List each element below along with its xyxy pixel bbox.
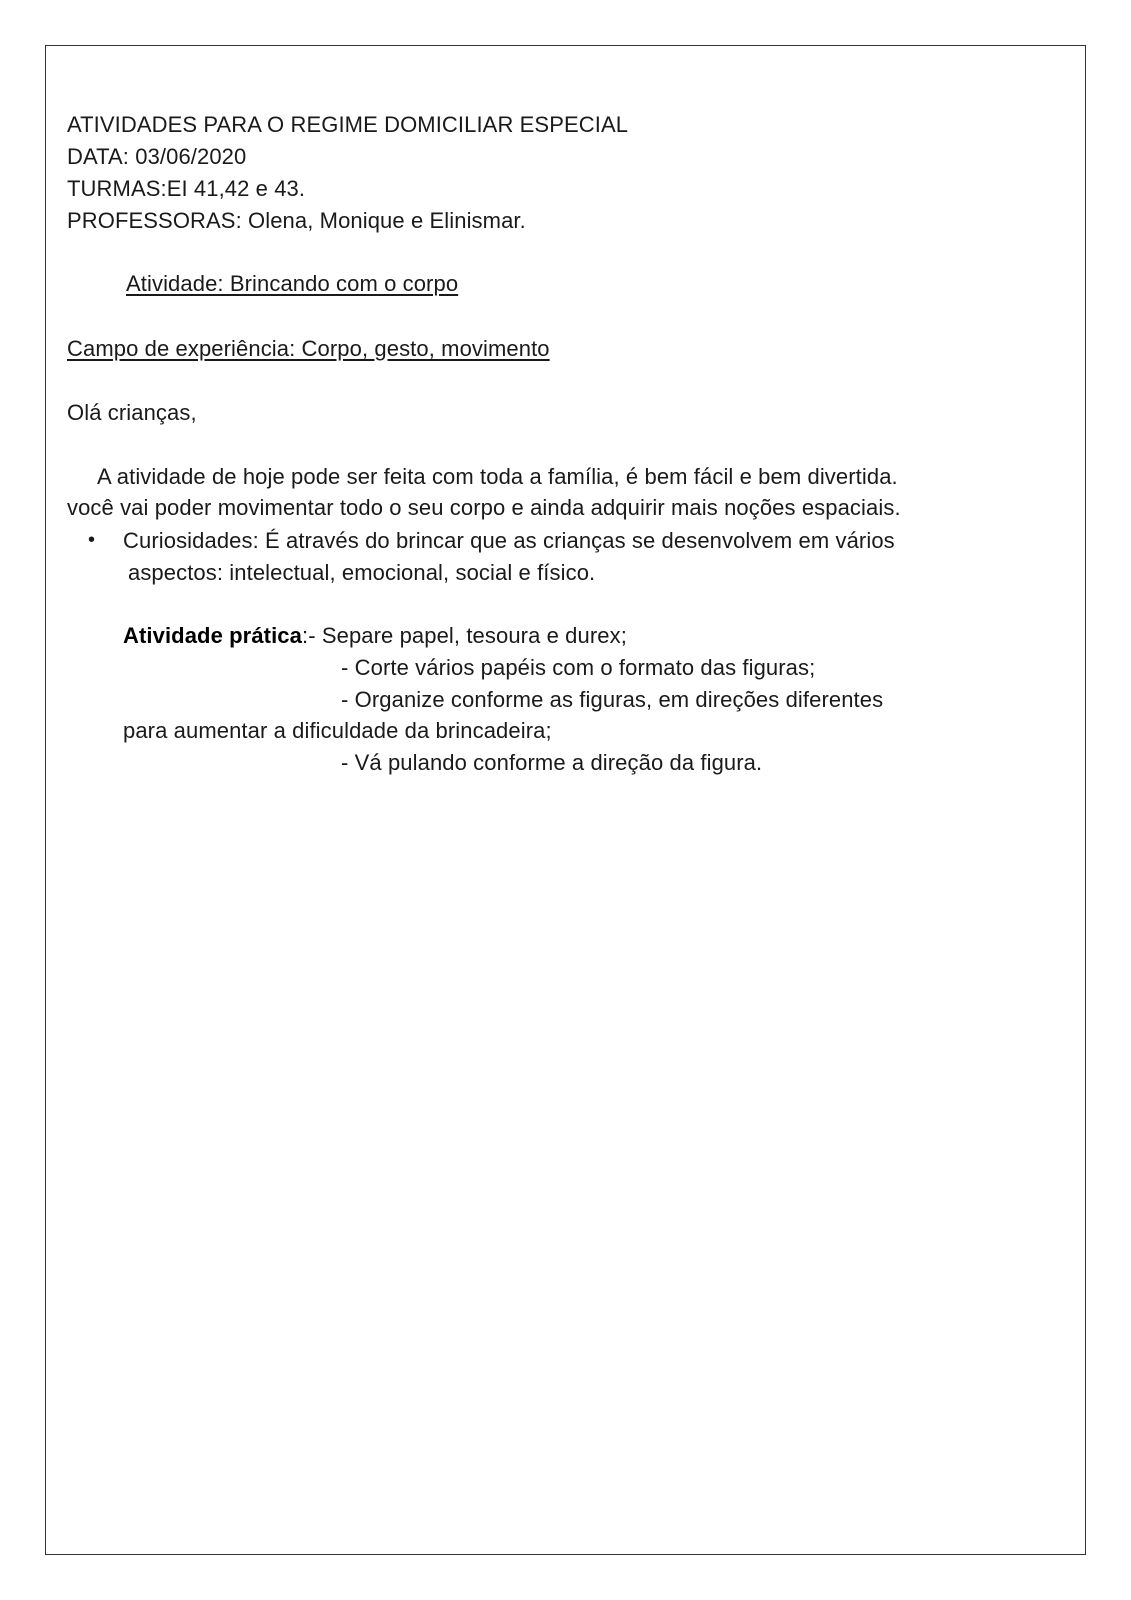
curiosities-line-1: Curiosidades: É através do brincar que as crianças se desenvolvem em vários — [123, 528, 895, 553]
greeting: Olá crianças, — [67, 400, 197, 425]
practical-step-1-text: :- Separe papel, tesoura e durex; — [301, 623, 627, 648]
bullet-icon: • — [88, 529, 96, 551]
curiosities-line-2: aspectos: intelectual, emocional, social e físico. — [128, 560, 596, 585]
intro-line-2: você vai poder movimentar todo o seu corpo e ainda adquirir mais noções espaciais. — [67, 495, 901, 520]
practical-activity-step-4: - Vá pulando conforme a direção da figura. — [341, 750, 763, 775]
practical-activity-step-1 — [123, 622, 627, 650]
intro-line-1: A atividade de hoje pode ser feita com toda a família, é bem fácil e bem divertida. — [97, 464, 898, 489]
practical-activity-step-3a: - Organize conforme as figuras, em direções diferentes — [341, 687, 884, 712]
experience-field: Campo de experiência: Corpo, gesto, movimento — [67, 336, 550, 361]
practical-activity-step-3b: para aumentar a dificuldade da brincadeira; — [123, 718, 552, 743]
teachers-line: PROFESSORAS: Olena, Monique e Elinismar. — [67, 208, 526, 233]
date-line: DATA: 03/06/2020 — [67, 144, 247, 169]
document-title: ATIVIDADES PARA O REGIME DOMICILIAR ESPECIAL — [67, 112, 629, 137]
classes-line: TURMAS:EI 41,42 e 43. — [67, 176, 306, 201]
activity-title: Atividade: Brincando com o corpo — [126, 271, 459, 296]
practical-activity-step-2: - Corte vários papéis com o formato das figuras; — [341, 655, 816, 680]
practical-activity-label: Atividade prática — [123, 623, 302, 648]
